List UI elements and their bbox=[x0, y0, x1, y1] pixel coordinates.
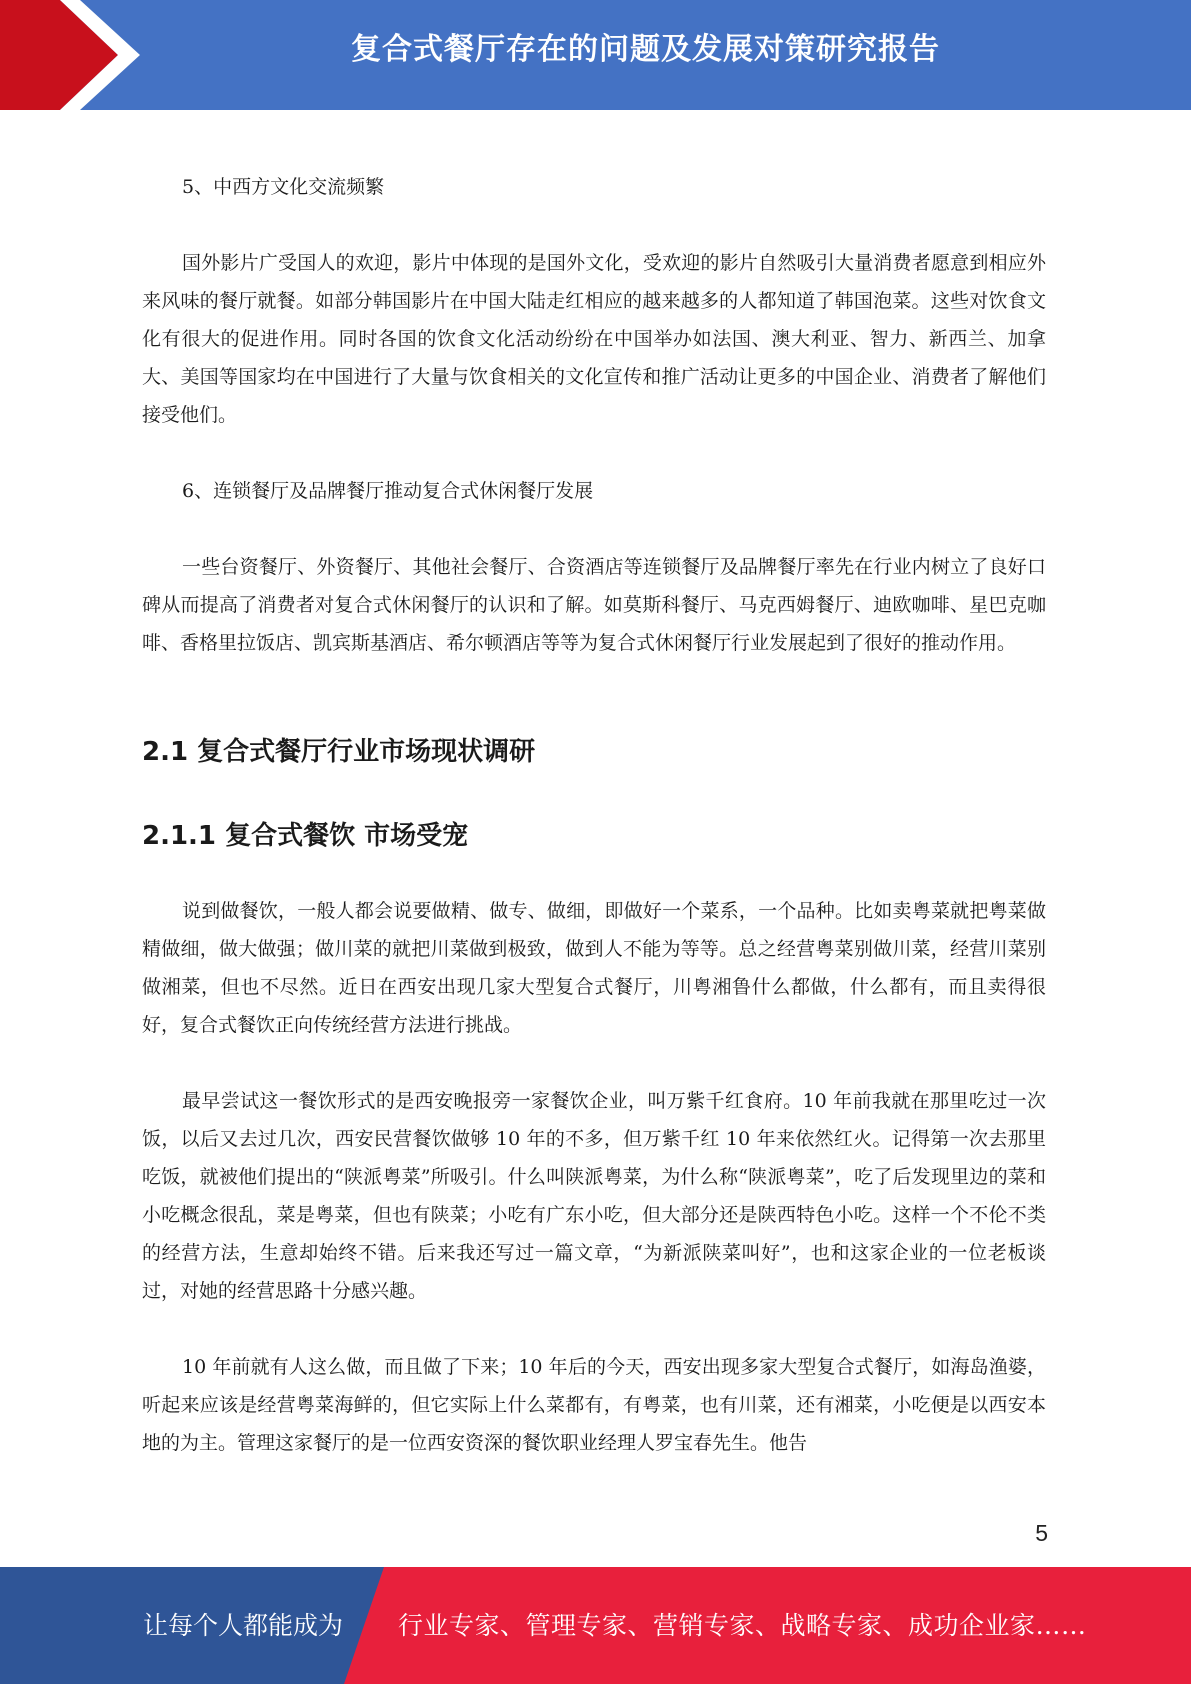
subsection-heading: 2.1.1 复合式餐饮 市场受宠 bbox=[142, 821, 469, 851]
header-arrow-graphic bbox=[0, 0, 160, 110]
page-header bbox=[0, 0, 1191, 110]
body-paragraph-2: 最早尝试这一餐饮形式的是西安晚报旁一家餐饮企业，叫万紫千红食府。10 年前我就在那里吃过一次饭，以后又去过几次，西安民营餐饮做够 10 年的不多，但万紫千红 10 年来依然红火。记得第一次去那里吃饭，就被他们提出的“陕派粤菜”所吸引。什么叫陕派粤菜，为什么称“陕派粤菜”，吃了后发现里边的菜和小吃概念很乱，菜是粤菜，但也有陕菜；小吃有广东小吃，但大部分还是陕西特色小吃。这样一个不伦不类的经营方法，生意却始终不错。后来我还写过一篇文章，“为新派陕菜叫好”，也和这家企业的一位老板谈过，对她的经营思路十分感兴趣。 bbox=[142, 1090, 1046, 1302]
body-paragraph-3: 10 年前就有人这么做，而且做了下来；10 年后的今天，西安出现多家大型复合式餐厅，如海岛渔婆，听起来应该是经营粤菜海鲜的，但它实际上什么菜都有，有粤菜，也有川菜，还有湘菜，小吃便是以西安本地的为主。管理这家餐厅的是一位西安资深的餐饮职业经理人罗宝春先生。他告 bbox=[142, 1356, 1046, 1454]
report-title: 复合式餐厅存在的问题及发展对策研究报告 bbox=[351, 32, 940, 67]
footer-slogan-left: 让每个人都能成为 bbox=[143, 1611, 344, 1640]
item5-heading: 5、中西方文化交流频繁 bbox=[182, 176, 385, 198]
body-paragraph-1: 说到做餐饮，一般人都会说要做精、做专、做细，即做好一个菜系，一个品种。比如卖粤菜就把粤菜做精做细，做大做强；做川菜的就把川菜做到极致，做到人不能为等等。总之经营粤菜别做川菜，经营川菜别做湘菜，但也不尽然。近日在西安出现几家大型复合式餐厅，川粤湘鲁什么都做，什么都有，而且卖得很好，复合式餐饮正向传统经营方法进行挑战。 bbox=[142, 900, 1046, 1036]
document-body bbox=[142, 168, 1046, 1462]
item6-heading: 6、连锁餐厅及品牌餐厅推动复合式休闲餐厅发展 bbox=[182, 480, 594, 502]
item5-paragraph: 国外影片广受国人的欢迎，影片中体现的是国外文化，受欢迎的影片自然吸引大量消费者愿意到相应外来风味的餐厅就餐。如部分韩国影片在中国大陆走红相应的越来越多的人都知道了韩国泡菜。这些对饮食文化有很大的促进作用。同时各国的饮食文化活动纷纷在中国举办如法国、澳大利亚、智力、新西兰、加拿大、美国等国家均在中国进行了大量与饮食相关的文化宣传和推广活动让更多的中国企业、消费者了解他们接受他们。 bbox=[142, 252, 1046, 426]
page-number: 5 bbox=[1035, 1520, 1048, 1546]
footer-slogan-right: 行业专家、管理专家、营销专家、战略专家、成功企业家…… bbox=[398, 1611, 1087, 1640]
page-footer bbox=[0, 1567, 1191, 1684]
section-heading: 2.1 复合式餐厅行业市场现状调研 bbox=[142, 737, 536, 767]
item6-paragraph: 一些台资餐厅、外资餐厅、其他社会餐厅、合资酒店等连锁餐厅及品牌餐厅率先在行业内树立了良好口碑从而提高了消费者对复合式休闲餐厅的认识和了解。如莫斯科餐厅、马克西姆餐厅、迪欧咖啡、星巴克咖啡、香格里拉饭店、凯宾斯基酒店、希尔顿酒店等等为复合式休闲餐厅行业发展起到了很好的推动作用。 bbox=[142, 556, 1046, 654]
